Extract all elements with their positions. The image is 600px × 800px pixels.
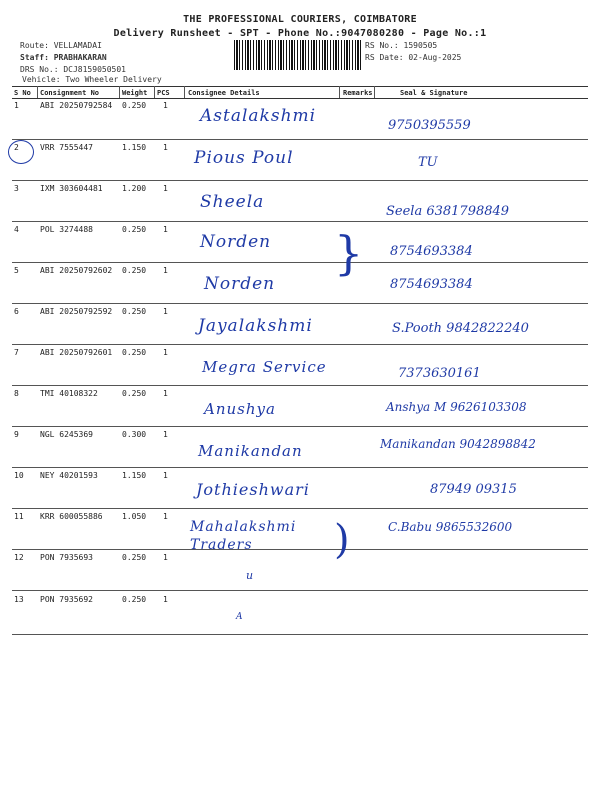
brace-mark: ) — [334, 517, 350, 563]
consignee-handwriting: Jothieshwari — [196, 480, 310, 499]
brace-mark: } — [334, 226, 364, 280]
row-pcs: 1 — [163, 184, 168, 193]
row-weight: 1.150 — [122, 471, 147, 480]
col-sno: S No — [14, 89, 31, 97]
row-divider — [12, 180, 588, 181]
row-divider — [12, 508, 588, 509]
consignee-handwriting: Jayalakshmi — [198, 316, 313, 336]
seal-signature: C.Babu 9865532600 — [388, 520, 513, 534]
consignee-handwriting: u — [246, 569, 254, 582]
row-weight: 0.300 — [122, 430, 147, 439]
row-weight: 0.250 — [122, 389, 147, 398]
divider — [184, 86, 185, 98]
row-weight: 0.250 — [122, 595, 147, 604]
consignee-handwriting: Pious Poul — [194, 148, 294, 168]
seal-signature: 9750395559 — [388, 118, 471, 133]
row-consignment: PON 7935692 — [40, 595, 93, 604]
row-pcs: 1 — [163, 595, 168, 604]
seal-signature: 8754693384 — [390, 277, 473, 292]
divider — [119, 86, 120, 98]
consignee-handwriting: Mahalakshmi Traders — [190, 519, 297, 553]
row-consignment: ABI 20250792592 — [40, 307, 113, 316]
row-pcs: 1 — [163, 101, 168, 110]
row-consignment: KRR 600055886 — [40, 512, 103, 521]
circle-mark — [8, 140, 34, 164]
staff-label: Staff: PRABHAKARAN — [20, 53, 107, 62]
consignee-handwriting: Manikandan — [198, 442, 303, 460]
row-sno: 1 — [14, 101, 19, 110]
row-sno: 6 — [14, 307, 19, 316]
row-divider — [12, 467, 588, 468]
seal-signature: Anshya M 9626103308 — [386, 400, 527, 414]
row-weight: 1.050 — [122, 512, 147, 521]
col-weight: Weight — [122, 89, 148, 97]
row-weight: 0.250 — [122, 348, 147, 357]
route-label: Route: VELLAMADAI — [20, 41, 102, 50]
row-sno: 9 — [14, 430, 19, 439]
row-divider — [12, 344, 588, 345]
row-weight: 1.150 — [122, 143, 147, 152]
divider — [339, 86, 340, 98]
row-sno: 3 — [14, 184, 19, 193]
col-pcs: PCS — [157, 89, 170, 97]
row-divider — [12, 590, 588, 591]
row-weight: 0.250 — [122, 225, 147, 234]
row-consignment: NGL 6245369 — [40, 430, 93, 439]
seal-signature: Seela 6381798849 — [386, 204, 510, 219]
company-title: THE PROFESSIONAL COURIERS, COIMBATORE — [183, 14, 417, 25]
row-sno: 10 — [14, 471, 24, 480]
row-consignment: ABI 20250792601 — [40, 348, 113, 357]
row-pcs: 1 — [163, 553, 168, 562]
runsheet-subtitle: Delivery Runsheet - SPT - Phone No.:9047080280 - Page No.:1 — [113, 28, 487, 39]
rs-no-label: RS No.: 1590505 — [365, 41, 438, 50]
row-pcs: 1 — [163, 512, 168, 521]
row-divider — [12, 221, 588, 222]
row-pcs: 1 — [163, 266, 168, 275]
divider — [154, 86, 155, 98]
row-sno: 12 — [14, 553, 24, 562]
consignee-handwriting: Norden — [204, 274, 276, 294]
seal-signature: 87949 09315 — [430, 482, 517, 497]
row-consignment: VRR 7555447 — [40, 143, 93, 152]
row-sno: 7 — [14, 348, 19, 357]
consignee-handwriting: Megra Service — [202, 358, 327, 376]
row-weight: 0.250 — [122, 101, 147, 110]
row-pcs: 1 — [163, 348, 168, 357]
row-consignment: IXM 303604481 — [40, 184, 103, 193]
row-consignment: ABI 20250792584 — [40, 101, 113, 110]
consignee-handwriting: Sheela — [200, 192, 265, 212]
drs-label: DRS No.: DCJ8159050501 — [20, 65, 126, 74]
row-divider — [12, 262, 588, 263]
rs-date-label: RS Date: 02-Aug-2025 — [365, 53, 462, 62]
row-pcs: 1 — [163, 471, 168, 480]
row-sno: 5 — [14, 266, 19, 275]
row-consignment: NEY 40201593 — [40, 471, 98, 480]
divider — [374, 86, 375, 98]
barcode-image — [234, 40, 362, 70]
seal-signature: S.Pooth 9842822240 — [392, 321, 529, 336]
seal-signature: 7373630161 — [398, 366, 481, 381]
row-pcs: 1 — [163, 143, 168, 152]
consignee-handwriting: Anushya — [204, 400, 276, 418]
row-sno: 11 — [14, 512, 24, 521]
seal-signature: TU — [418, 155, 438, 170]
col-consignee: Consignee Details — [188, 89, 260, 97]
row-divider — [12, 139, 588, 140]
row-consignment: PON 7935693 — [40, 553, 93, 562]
row-divider — [12, 385, 588, 386]
row-divider — [12, 303, 588, 304]
col-remarks: Remarks — [343, 89, 373, 97]
row-weight: 0.250 — [122, 307, 147, 316]
seal-signature: 8754693384 — [390, 244, 473, 259]
row-sno: 4 — [14, 225, 19, 234]
row-pcs: 1 — [163, 389, 168, 398]
row-weight: 1.200 — [122, 184, 147, 193]
row-weight: 0.250 — [122, 553, 147, 562]
row-sno: 2 — [14, 143, 19, 152]
row-consignment: ABI 20250792602 — [40, 266, 113, 275]
vehicle-label: Vehicle: Two Wheeler Delivery — [22, 75, 162, 84]
col-consignment: Consignment No — [40, 89, 100, 97]
seal-signature: Manikandan 9042898842 — [380, 437, 536, 451]
row-consignment: POL 3274488 — [40, 225, 93, 234]
row-consignment: TMI 40108322 — [40, 389, 98, 398]
row-pcs: 1 — [163, 225, 168, 234]
divider — [37, 86, 38, 98]
row-divider — [12, 426, 588, 427]
consignee-handwriting: A — [236, 612, 243, 622]
row-sno: 8 — [14, 389, 19, 398]
consignee-handwriting: Norden — [200, 232, 272, 252]
row-sno: 13 — [14, 595, 24, 604]
row-pcs: 1 — [163, 430, 168, 439]
table-top-border — [12, 86, 588, 87]
col-seal: Seal & Signature — [400, 89, 468, 97]
row-pcs: 1 — [163, 307, 168, 316]
table-header-border — [12, 98, 588, 99]
row-divider — [12, 634, 588, 635]
consignee-handwriting: Astalakshmi — [200, 106, 317, 126]
row-weight: 0.250 — [122, 266, 147, 275]
